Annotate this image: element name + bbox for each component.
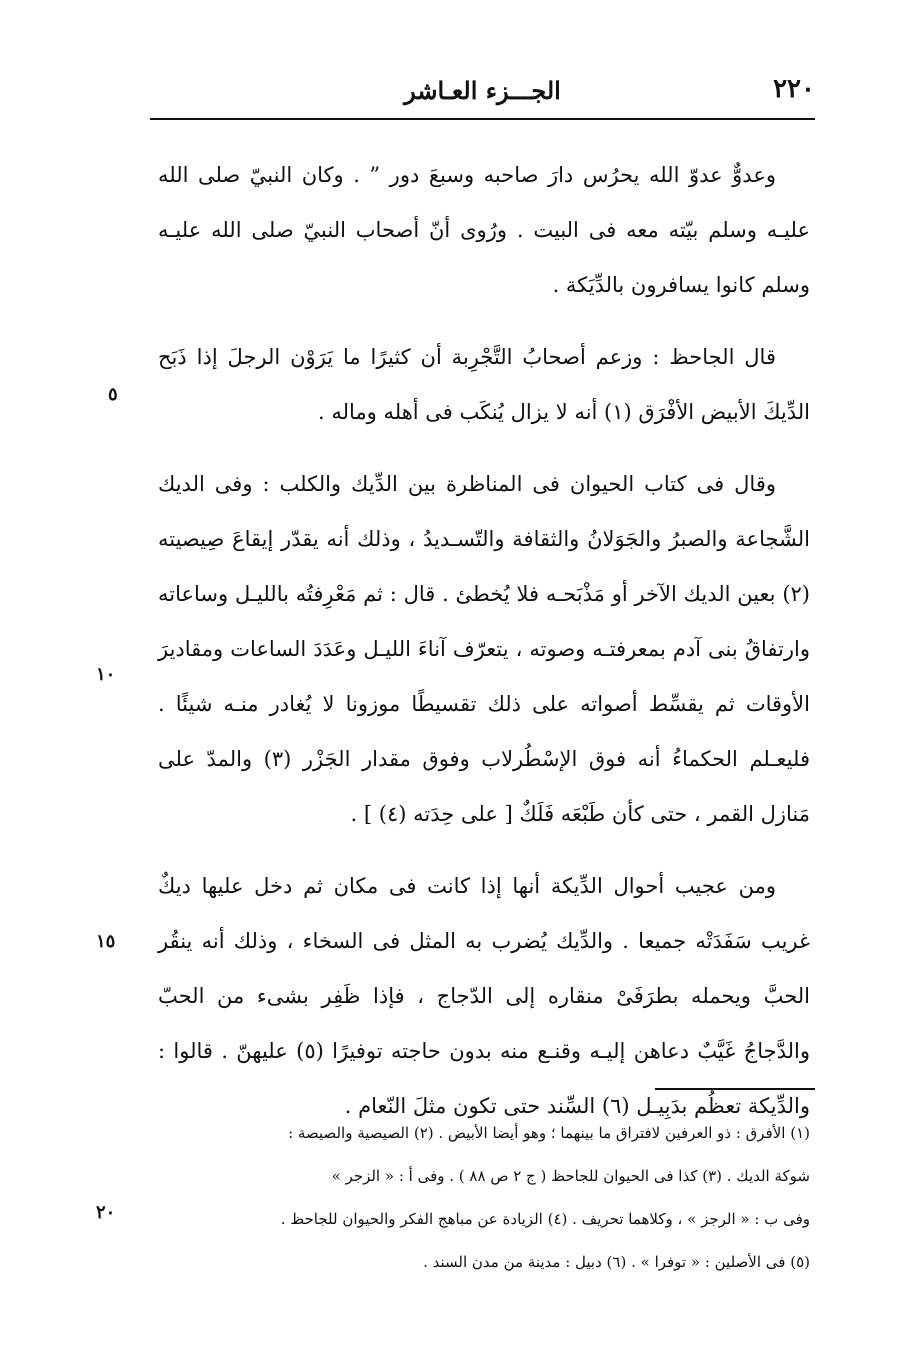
- paragraph: قال الجاحظ : وزعم أصحابُ التَّجْرِبة أن كثيرًا ما يَرَوْن الرجلَ إذا ذَبَح الدِّيكَ الأبيض الأفْرَق (١) أنه لا يزال يُنكَب فى أهله وماله .: [158, 345, 810, 424]
- margin-line-number: ٢٠: [96, 1202, 116, 1223]
- footnote-line: (٥) فى الأصلين : « توفرا » . (٦) دبيل : مدينة من مدن السند .: [423, 1253, 810, 1271]
- margin-line-number: ١٥: [96, 931, 116, 952]
- footnote-line: (١) الأفرق : ذو العرفين لافتراق ما بينهما ؛ وهو أيضا الأبيض . (٢) الصيصية والصيصة :: [288, 1124, 810, 1142]
- running-title: الجـــزء العـاشر: [404, 76, 561, 105]
- footnote-rule: [655, 1088, 815, 1090]
- main-text: [158, 148, 810, 1134]
- margin-line-number: ٥: [108, 384, 118, 405]
- footnote-line: وفى ب : « الرجز » ، وكلاهما تحريف . (٤) الزيادة عن مباهج الفكر والحيوان للجاحظ .: [280, 1210, 810, 1228]
- header-rule: [150, 118, 815, 120]
- paragraph: وقال فى كتاب الحيوان فى المناظرة بين الدِّيك والكلب : وفى الديك الشَّجاعة والصبرُ والجَوَلانُ والثقافة والتّسـديدُ ، وذلك أنه يقدّر إيقاعَ صِيصيته (٢) بعين الديك الآخر أو مَذْبَحـه فلا يُخطئ . قال : ثم مَعْرِفتُه بالليـل وساعاته وارتفاقُ بنى آدم بمعرفتـه وصوته ، يتعرّف آناءَ الليـل وعَدَدَ الساعات ومقاديرَ الأوقات ثم يقسِّط أصواته على ذلك تقسيطًا موزونا لا يُغادر منـه شيئًا . فليعـلم الحكماءُ أنه فوق الإسْطُرلاب وفوق مقدار الجَزْر (٣) والمدّ على مَنازل القمر ، حتى كأن طَبْعَه فَلَكٌ [ على حِدَته (٤) ] .: [158, 472, 810, 826]
- footnotes: [158, 1112, 810, 1284]
- paragraph: وعدوٌّ عدوّ الله يحرُس دارَ صاحبه وسبعَ دور ” . وكان النبيّ صلى الله عليـه وسلم بيّته معه فى البيت . ورُوى أنّ أصحاب النبيّ صلى الله عليـه وسلم كانوا يسافرون بالدِّيَكة .: [158, 163, 810, 297]
- page-number: ٢٢٠: [773, 74, 815, 104]
- paragraph: ومن عجيب أحوال الدِّيكة أنها إذا كانت فى مكان ثم دخل عليها ديكٌ غريب سَفَدَتْه جميعا . والدِّيك يُضرب به المثل فى السخاء ، وذلك أنه ينقُر الحبَّ ويحمله بطرَفَىْ منقاره إلى الدّجاج ، فإذا ظَفِر بشىء من الحبّ والدَّجاجُ غَيَّبٌ دعاهن إليـه وقنـع منه بدون حاجته توفيرًا (٥) عليهنّ . قالوا : والدِّيكة تعظُم بدَبِيـل (٦) السِّند حتى تكون مثلَ النّعام .: [158, 874, 810, 1118]
- page-header: [150, 72, 815, 116]
- margin-line-number: ١٠: [96, 664, 116, 685]
- footnote-line: شوكة الديك . (٣) كذا فى الحيوان للجاحظ ( ج ٢ ص ٨٨ ) . وفى أ : « الزجر »: [331, 1167, 810, 1185]
